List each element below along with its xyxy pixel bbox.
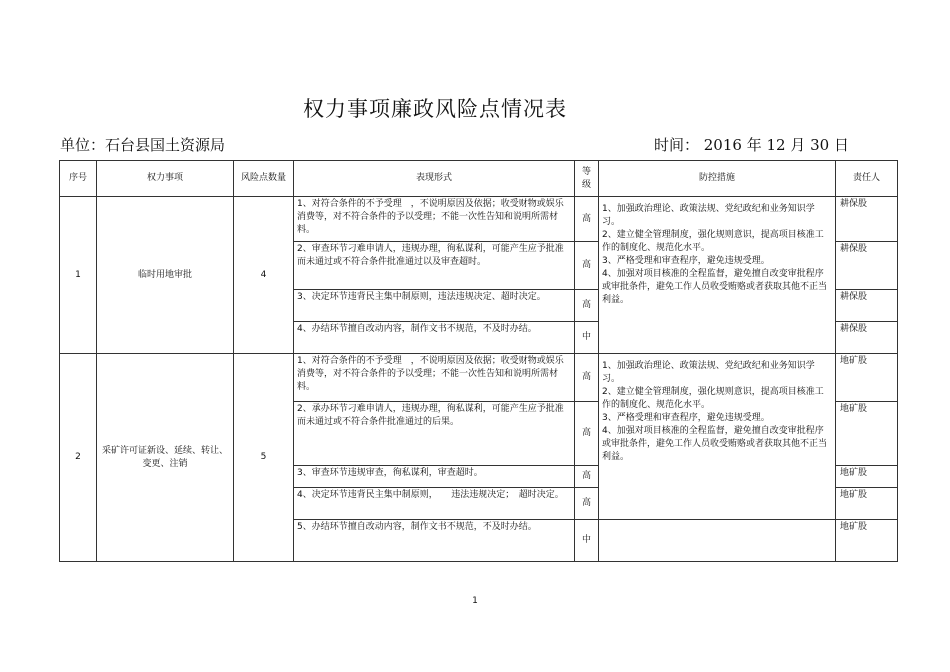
risk-level: 中 — [575, 520, 599, 562]
risk-level: 高 — [575, 197, 599, 242]
table-header-row — [60, 161, 898, 197]
risk-desc: 2、承办环节刁难申请人，违规办理，徇私谋利，可能产生应予批准而未通过或不符合条件批准通过的后果。 — [294, 402, 575, 466]
risk-desc: 2、审查环节刁难申请人，违规办理，徇私谋利，可能产生应予批准而未通过或不符合条件批准通过以及审查超时。 — [294, 242, 575, 290]
risk-desc: 5、办结环节擅自改动内容，制作文书不规范，不及时办结。 — [294, 520, 575, 562]
risk-table — [59, 160, 898, 562]
header-level: 等级 — [575, 161, 599, 197]
responsible-dept: 耕保股 — [836, 290, 898, 322]
group-count: 4 — [234, 197, 294, 354]
responsible-dept: 地矿股 — [836, 488, 898, 520]
responsible-dept: 地矿股 — [836, 354, 898, 402]
risk-desc: 1、对符合条件的不予受理 ，不说明原因及依据；收受财物或娱乐消费等，对不符合条件的予以受理；不能一次性告知和说明所需材料。 — [294, 354, 575, 402]
group-count: 5 — [234, 354, 294, 562]
risk-desc: 4、办结环节擅自改动内容，制作文书不规范，不及时办结。 — [294, 322, 575, 354]
group-item: 临时用地审批 — [97, 197, 234, 354]
responsible-dept: 耕保股 — [836, 197, 898, 242]
table-row — [60, 197, 898, 242]
header-form: 表现形式 — [294, 161, 575, 197]
header-item: 权力事项 — [97, 161, 234, 197]
control-measures: 1、加强政治理论、政策法规、党纪政纪和业务知识学习。 2、建立健全管理制度，强化规则意识，提高项目核准工作的制度化、规范化水平。 3、严格受理和审查程序，避免违规受理。 4、加强对项目核准的全程监督，避免擅自改变审批程序或审批条件，避免工作人员收受贿赂或者获取其他不正当利益。 — [599, 197, 836, 354]
control-measures: 1、加强政治理论、政策法规、党纪政纪和业务知识学习。 2、建立健全管理制度，强化规则意识，提高项目核准工作的制度化、规范化水平。 3、严格受理和审查程序，避免违规受理。 4、加强对项目核准的全程监督，避免擅自改变审批程序或审批条件，避免工作人员收受贿赂或者获取其他不正当利益。 — [599, 354, 836, 520]
risk-level: 高 — [575, 290, 599, 322]
risk-desc: 4、决定环节违背民主集中制原则， 违法违规决定； 超时决定。 — [294, 488, 575, 520]
unit-label: 单位：石台县国土资源局 — [60, 136, 226, 154]
group-item: 采矿许可证新设、延续、转让、变更、注销 — [97, 354, 234, 562]
risk-level: 高 — [575, 466, 599, 488]
risk-desc: 3、决定环节违背民主集中制原则，违法违规决定、超时决定。 — [294, 290, 575, 322]
table-row — [60, 354, 898, 402]
group-seq: 1 — [60, 197, 97, 354]
responsible-dept: 耕保股 — [836, 242, 898, 290]
risk-level: 高 — [575, 242, 599, 290]
responsible-dept: 地矿股 — [836, 402, 898, 466]
page-number: 1 — [472, 596, 478, 606]
header-seq: 序号 — [60, 161, 97, 197]
page-title: 权力事项廉政风险点情况表 — [303, 97, 567, 121]
header-measures: 防控措施 — [599, 161, 836, 197]
group-seq: 2 — [60, 354, 97, 562]
responsible-dept: 耕保股 — [836, 322, 898, 354]
risk-level: 中 — [575, 322, 599, 354]
risk-desc: 3、审查环节违规审查，徇私谋利，审查超时。 — [294, 466, 575, 488]
responsible-dept: 地矿股 — [836, 466, 898, 488]
risk-level: 高 — [575, 488, 599, 520]
header-responsible: 责任人 — [836, 161, 898, 197]
responsible-dept: 地矿股 — [836, 520, 898, 562]
date-label: 时间： 2016 年 12 月 30 日 — [654, 136, 849, 154]
risk-desc: 1、对符合条件的不予受理 ，不说明原因及依据；收受财物或娱乐消费等，对不符合条件的予以受理；不能一次性告知和说明所需材料。 — [294, 197, 575, 242]
risk-level: 高 — [575, 354, 599, 402]
risk-level: 高 — [575, 402, 599, 466]
header-count: 风险点数量 — [234, 161, 294, 197]
control-measures-empty — [599, 520, 836, 562]
